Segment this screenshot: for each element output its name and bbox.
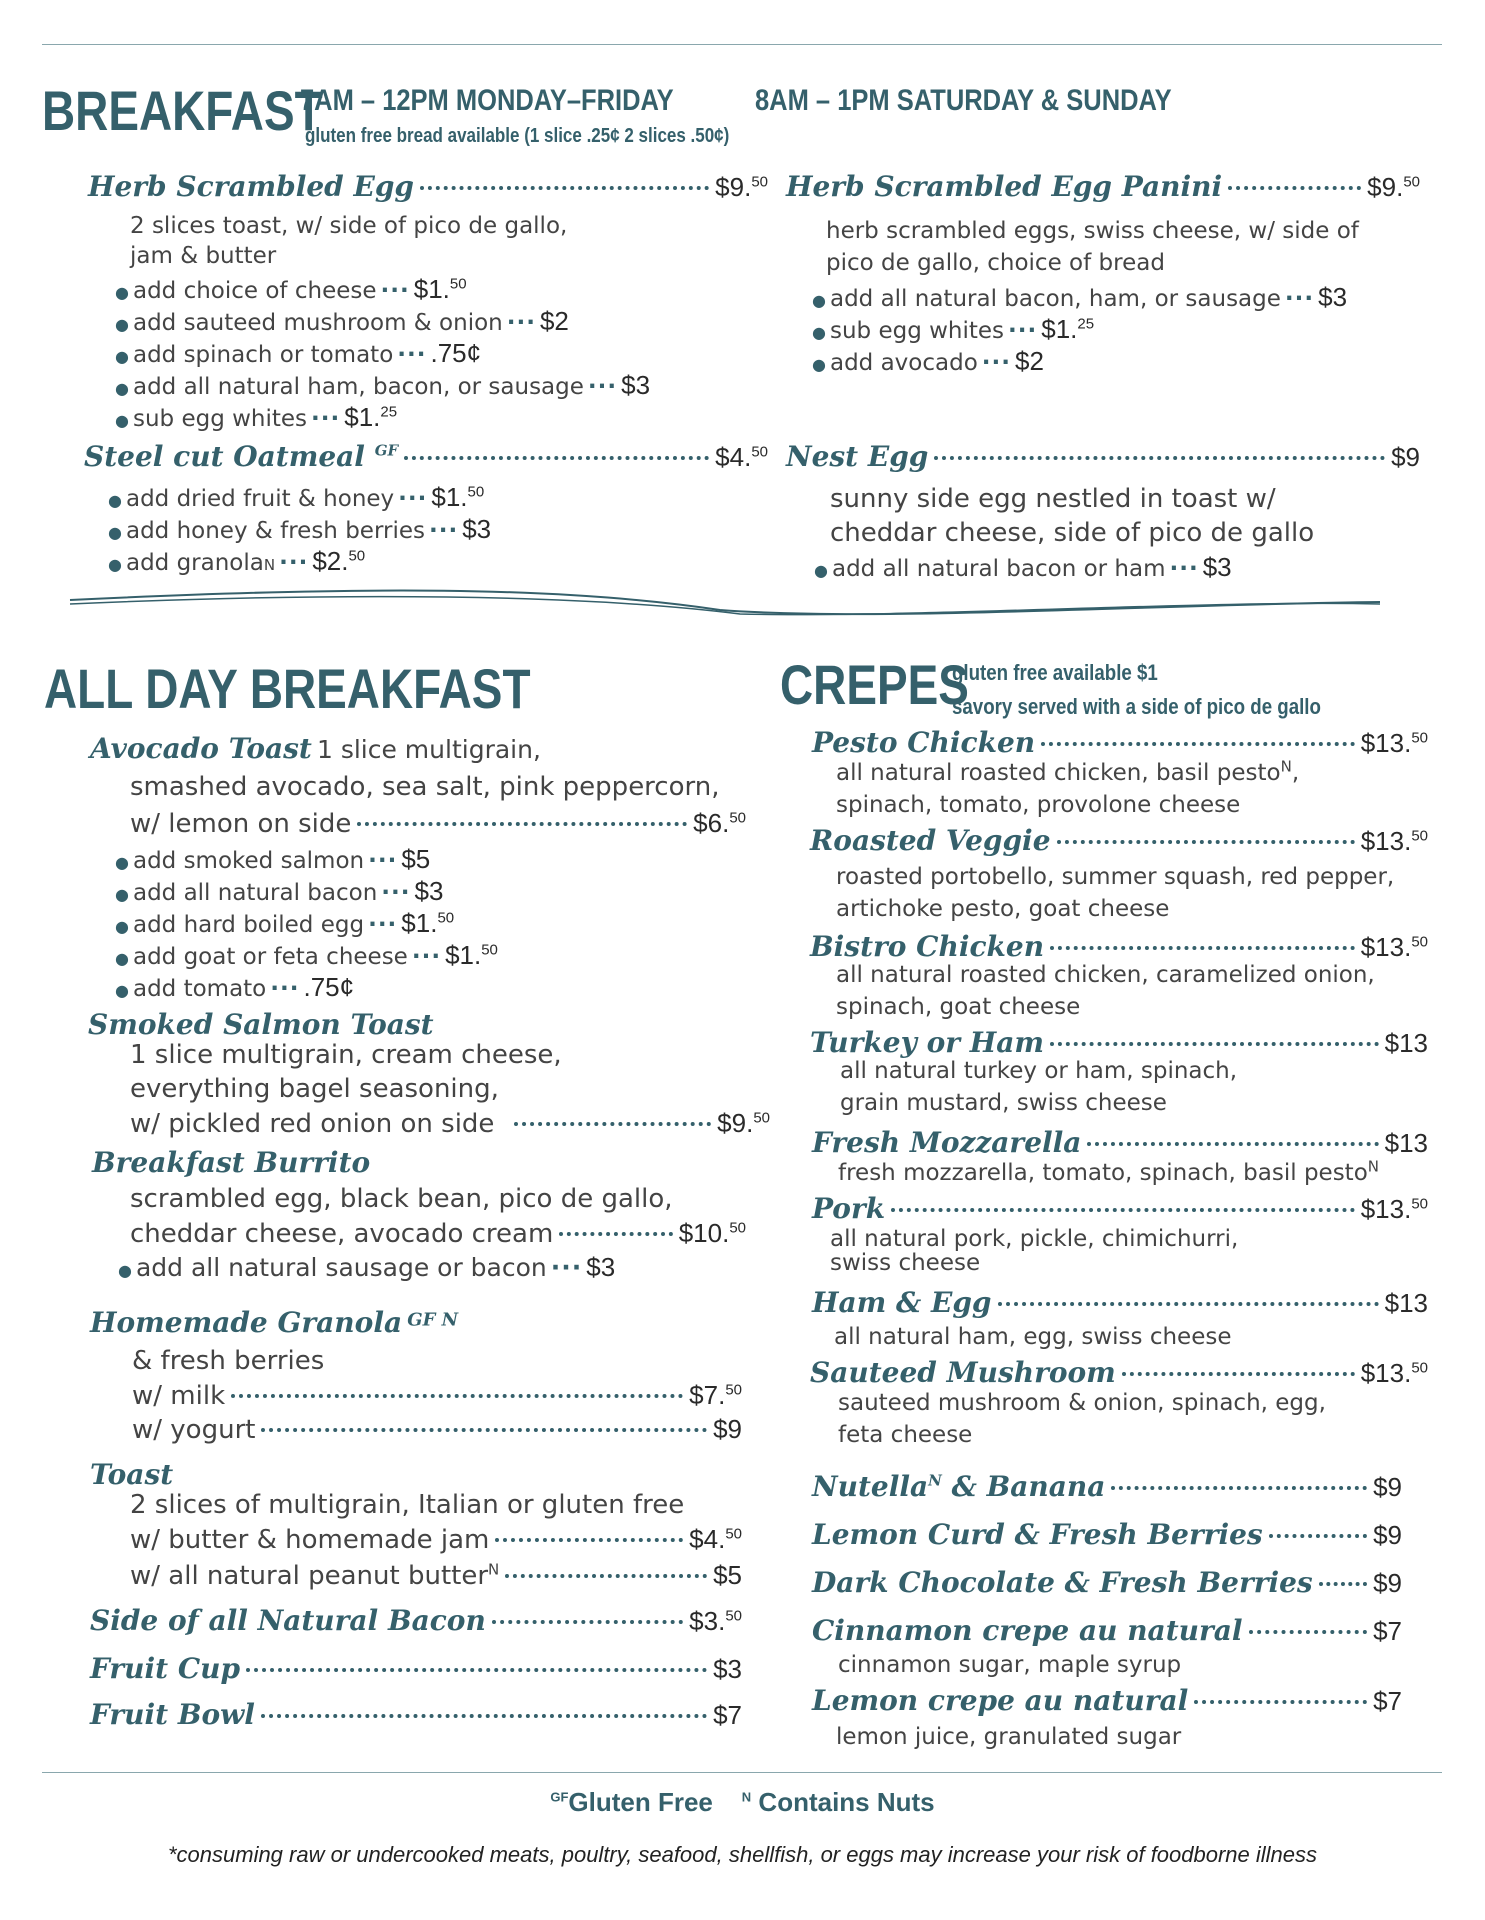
dot-leader <box>357 822 687 826</box>
add-on-option: ● add choice of cheese ··· $1.50 <box>115 274 467 304</box>
add-on-option: ● add all natural bacon, ham, or sausage ··· $3 <box>812 282 1348 312</box>
add-on-option: ● add honey & fresh berries ··· $3 <box>108 514 492 544</box>
item-description: smashed avocado, sea salt, pink peppercorn, <box>130 772 720 802</box>
item-description: scrambled egg, black bean, pico de gallo, <box>130 1184 673 1214</box>
dot-leader <box>246 1668 707 1672</box>
crepe-item-sauteed-mushroom: Sauteed Mushroom $13.50 <box>810 1356 1428 1389</box>
item-description: spinach, tomato, provolone cheese <box>836 792 1241 818</box>
crepe-item-cinnamon: Cinnamon crepe au natural $7 <box>812 1614 1402 1647</box>
add-on-option: ● add tomato ··· .75¢ <box>115 972 355 1002</box>
item-price: $4.50 <box>689 1524 742 1554</box>
dot-leader <box>934 456 1385 460</box>
crepe-item-lemon: Lemon crepe au natural $7 <box>812 1684 1402 1717</box>
top-rule <box>42 44 1442 45</box>
item-name: Steel cut Oatmeal $^{GF}$ <box>84 440 399 473</box>
item-description: w/ butter & homemade jam <box>130 1525 490 1555</box>
legend: $^{GF}$Gluten Free $^N$ Contains Nuts <box>550 1787 935 1817</box>
item-description: all natural roasted chicken, caramelized onion, <box>836 962 1375 988</box>
crepe-item-roasted-veggie: Roasted Veggie $13.50 <box>810 824 1428 857</box>
legend-contains-nuts: Contains Nuts <box>758 1787 935 1817</box>
menu-item-side-of-bacon <box>90 1604 742 1637</box>
item-tags: GF N <box>407 1309 459 1331</box>
item-description: swiss cheese <box>830 1250 981 1276</box>
menu-item-fruit-cup <box>90 1652 742 1685</box>
item-price: $3 <box>713 1654 742 1684</box>
item-description: w/ milk <box>132 1381 226 1411</box>
add-on-option: ● add spinach or tomato ··· .75¢ <box>115 338 482 368</box>
item-description: all natural ham, egg, swiss cheese <box>834 1324 1232 1350</box>
item-description: roasted portobello, summer squash, red pepper, <box>836 864 1395 890</box>
dot-leader <box>495 1538 683 1542</box>
item-price: $7 <box>713 1700 742 1730</box>
item-name: Herb Scrambled Egg Panini <box>786 170 1223 203</box>
add-on-option: ● sub egg whites ··· $1.25 <box>812 314 1095 344</box>
menu-item-avocado-toast <box>90 732 541 765</box>
item-description: jam & butter <box>130 243 277 269</box>
item-price: $5 <box>713 1560 742 1590</box>
toast-butter-line <box>130 1524 742 1555</box>
menu-item-smoked-salmon-toast: Smoked Salmon Toast <box>88 1008 434 1041</box>
menu-item-breakfast-burrito: Breakfast Burrito <box>92 1146 371 1179</box>
add-on-option: ● add hard boiled egg ··· $1.50 <box>115 908 455 938</box>
granola-milk-line <box>132 1380 742 1411</box>
item-description: fresh mozzarella, tomato, spinach, basil pesto$^N$ <box>838 1157 1379 1186</box>
crepe-item-nutella-banana: Nutella$^N$ & Banana $9 <box>812 1470 1402 1503</box>
item-name: Fruit Bowl <box>90 1698 255 1731</box>
item-description: 2 slices toast, w/ side of pico de gallo, <box>130 213 568 239</box>
menu-item-toast: Toast <box>90 1458 174 1491</box>
item-description: feta cheese <box>838 1422 973 1448</box>
item-description: lemon juice, granulated sugar <box>836 1724 1182 1750</box>
dot-leader <box>1228 186 1361 190</box>
dot-leader <box>559 1232 672 1236</box>
avocado-toast-price-line <box>130 808 746 839</box>
crepe-item-pesto-chicken: Pesto Chicken $13.50 <box>812 726 1428 759</box>
item-description: sunny side egg nestled in toast w/ <box>830 484 1276 514</box>
crepe-item-pork: Pork $13.50 <box>812 1192 1428 1225</box>
item-price: $7.50 <box>689 1380 742 1410</box>
add-on-option: ● add sauteed mushroom & onion ··· $2 <box>115 306 569 336</box>
dot-leader <box>231 1394 683 1398</box>
crepe-item-lemon-curd: Lemon Curd & Fresh Berries $9 <box>812 1518 1402 1551</box>
item-name: Avocado Toast <box>90 732 312 765</box>
item-price: $9 <box>1391 442 1420 472</box>
menu-item-nest-egg <box>786 440 1420 473</box>
crepe-item-fresh-mozzarella: Fresh Mozzarella $13 <box>812 1126 1428 1159</box>
toast-peanut-butter-line <box>130 1560 742 1591</box>
item-description: artichoke pesto, goat cheese <box>836 896 1170 922</box>
bottom-rule <box>42 1772 1442 1773</box>
breakfast-hours-weekend: 8AM – 1PM SATURDAY & SUNDAY <box>755 84 1172 117</box>
all-day-breakfast-title: ALL DAY BREAKFAST <box>44 657 531 720</box>
add-on-option: ● add dried fruit & honey ··· $1.50 <box>108 482 485 512</box>
dot-leader <box>492 1620 683 1624</box>
crepes-title: CREPES <box>780 653 969 716</box>
item-description: 2 slices of multigrain, Italian or gluten free <box>130 1490 685 1520</box>
item-price: $6.50 <box>693 808 746 838</box>
wave-divider <box>60 582 1390 622</box>
add-on-option: ● sub egg whites ··· $1.25 <box>115 402 398 432</box>
add-on-option: ● add all natural bacon or ham ··· $3 <box>814 552 1232 582</box>
breakfast-hours-weekday: 7AM – 12PM MONDAY–FRIDAY <box>300 84 674 117</box>
dot-leader <box>514 1122 711 1126</box>
item-description: all natural turkey or ham, spinach, <box>840 1058 1238 1084</box>
item-description: cinnamon sugar, maple syrup <box>838 1652 1182 1678</box>
item-price: $9 <box>713 1414 742 1444</box>
item-price: $3.50 <box>689 1606 742 1636</box>
item-name: Fruit Cup <box>90 1652 241 1685</box>
item-description: cheddar cheese, side of pico de gallo <box>830 518 1315 548</box>
gluten-free-bread-note: gluten free bread available (1 slice .25¢ 2 slices .50¢) <box>305 125 730 147</box>
dot-leader <box>261 1428 707 1432</box>
item-description: cheddar cheese, avocado cream <box>130 1219 554 1249</box>
crepe-item-turkey-or-ham: Turkey or Ham $13 <box>810 1026 1428 1059</box>
item-price: $9.50 <box>1367 172 1420 202</box>
granola-yogurt-line <box>132 1414 742 1445</box>
item-price: $9.50 <box>717 1108 770 1138</box>
item-name: Nest Egg <box>786 440 929 473</box>
add-on-option: ● add granola N ··· $2.50 <box>108 546 366 576</box>
item-description: spinach, goat cheese <box>836 994 1081 1020</box>
item-price: $10.50 <box>678 1218 746 1248</box>
item-description: & fresh berries <box>132 1346 325 1376</box>
food-safety-warning: *consuming raw or undercooked meats, poultry, seafood, shellfish, or eggs may increase your risk of foodborne illness <box>167 1842 1318 1867</box>
crepe-item-dark-chocolate: Dark Chocolate & Fresh Berries $9 <box>812 1566 1402 1599</box>
item-description: all natural roasted chicken, basil pesto$^N$, <box>836 757 1300 786</box>
item-description: grain mustard, swiss cheese <box>840 1090 1167 1116</box>
item-name: Side of all Natural Bacon <box>90 1604 486 1637</box>
add-on-option: ● add all natural sausage or bacon ··· $3 <box>118 1252 616 1282</box>
item-description: 1 slice multigrain, <box>316 735 541 764</box>
item-description: herb scrambled eggs, swiss cheese, w/ side of <box>826 218 1359 244</box>
menu-item-fruit-bowl <box>90 1698 742 1731</box>
item-name: Homemade Granola <box>90 1306 403 1339</box>
crepe-item-ham-and-egg: Ham & Egg $13 <box>812 1286 1428 1319</box>
item-description: w/ lemon on side <box>130 809 352 839</box>
item-description: pico de gallo, choice of bread <box>826 250 1165 276</box>
legend-gluten-free: Gluten Free <box>568 1787 713 1817</box>
item-price: $9.50 <box>715 172 768 202</box>
item-price: $4.50 <box>715 442 768 472</box>
dot-leader <box>261 1714 707 1718</box>
add-on-option: ● add smoked salmon ··· $5 <box>115 844 431 874</box>
add-on-option: ● add all natural bacon ··· $3 <box>115 876 444 906</box>
crepe-item-bistro-chicken: Bistro Chicken $13.50 <box>810 930 1428 963</box>
dot-leader <box>420 186 709 190</box>
item-name: Herb Scrambled Egg <box>88 170 414 203</box>
menu-item-herb-scrambled-egg-panini <box>786 170 1420 203</box>
item-description: all natural pork, pickle, chimichurri, <box>830 1226 1239 1252</box>
dot-leader <box>404 456 709 460</box>
add-on-option: ● add avocado ··· $2 <box>812 346 1044 376</box>
item-description: everything bagel seasoning, <box>130 1074 499 1104</box>
item-description: 1 slice multigrain, cream cheese, <box>130 1040 562 1070</box>
crepes-gluten-free-note: gluten free available $1 <box>952 660 1158 685</box>
breakfast-title: BREAKFAST <box>42 79 323 142</box>
add-on-option: ● add all natural ham, bacon, or sausage ··· $3 <box>115 370 651 400</box>
dot-leader <box>505 1574 707 1578</box>
item-description: w/ all natural peanut butter$^N$ <box>130 1560 500 1591</box>
item-description: sauteed mushroom & onion, spinach, egg, <box>838 1390 1326 1416</box>
breakfast-burrito-price-line <box>130 1218 746 1249</box>
item-description: w/ yogurt <box>132 1415 256 1445</box>
smoked-salmon-price-line <box>130 1108 770 1139</box>
menu-item-herb-scrambled-egg <box>88 170 768 203</box>
add-on-option: ● add goat or feta cheese ··· $1.50 <box>115 940 498 970</box>
crepes-savory-note: savory served with a side of pico de gallo <box>952 694 1321 719</box>
menu-item-homemade-granola <box>90 1306 458 1339</box>
menu-item-steel-cut-oatmeal <box>84 440 768 473</box>
item-description: w/ pickled red onion on side <box>130 1109 495 1139</box>
